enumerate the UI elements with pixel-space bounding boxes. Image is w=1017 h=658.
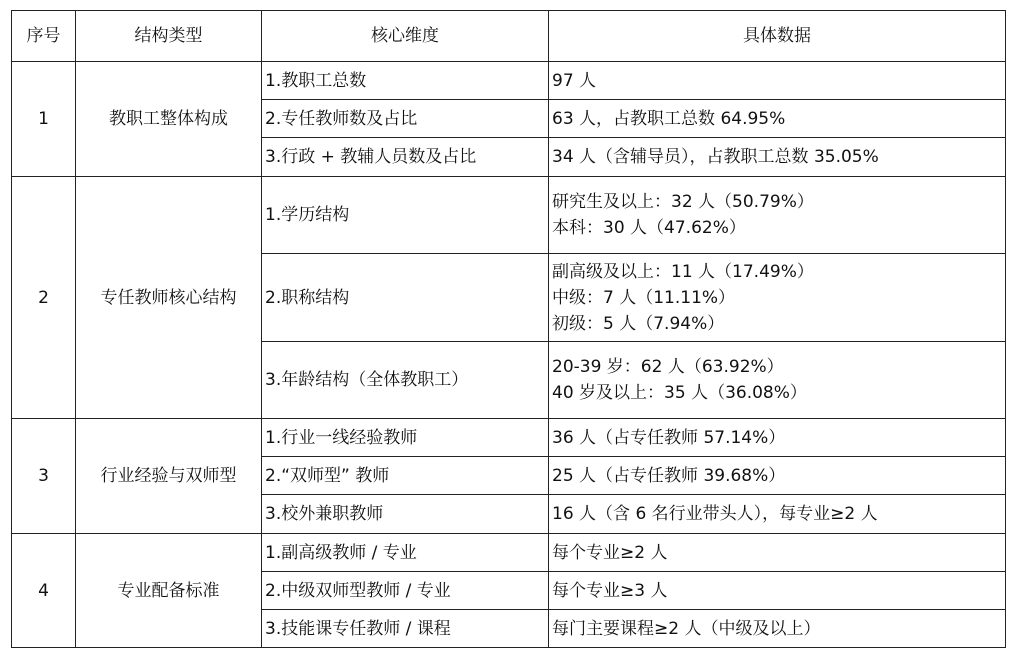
data-line: 初级：5 人（7.94%） <box>552 313 725 334</box>
header-specific-data: 具体数据 <box>549 11 1006 62</box>
data-cell <box>549 610 1006 648</box>
data-line: 每门主要课程≥2 人（中级及以上） <box>552 618 821 639</box>
dimension-cell: 3.行政 + 教辅人员数及占比 <box>262 138 549 177</box>
group-index-cell: 3 <box>12 419 76 534</box>
staff-structure-table <box>11 10 1006 648</box>
dimension-cell: 1.学历结构 <box>262 177 549 254</box>
group-index-cell: 4 <box>12 534 76 648</box>
data-cell <box>549 572 1006 610</box>
data-line: 25 人（占专任教师 39.68%） <box>552 465 786 486</box>
data-line: 副高级及以上：11 人（17.49%） <box>552 261 814 282</box>
data-line: 16 人（含 6 名行业带头人），每专业≥2 人 <box>552 504 878 524</box>
group-type-cell: 专业配备标准 <box>76 534 262 648</box>
data-line: 每个专业≥3 人 <box>552 580 668 601</box>
dimension-cell: 2.职称结构 <box>262 254 549 342</box>
header-structure-type: 结构类型 <box>76 11 262 62</box>
data-cell <box>549 254 1006 342</box>
data-line: 研究生及以上：32 人（50.79%） <box>552 192 814 212</box>
table-row <box>12 534 1006 572</box>
data-line: 34 人（含辅导员），占教职工总数 35.05% <box>552 147 879 167</box>
data-cell <box>549 62 1006 100</box>
table-container <box>11 10 1006 648</box>
data-line: 63 人，占教职工总数 64.95% <box>552 108 786 129</box>
dimension-cell: 1.教职工总数 <box>262 62 549 100</box>
data-line: 36 人（占专任教师 57.14%） <box>552 427 786 448</box>
dimension-cell: 2.“双师型” 教师 <box>262 457 549 495</box>
dimension-cell: 2.专任教师数及占比 <box>262 100 549 138</box>
dimension-cell: 1.行业一线经验教师 <box>262 419 549 457</box>
data-cell <box>549 534 1006 572</box>
table-row <box>12 419 1006 457</box>
group-type-cell: 教职工整体构成 <box>76 62 262 177</box>
dimension-cell: 3.校外兼职教师 <box>262 495 549 534</box>
group-index-cell: 2 <box>12 177 76 419</box>
group-type-cell: 专任教师核心结构 <box>76 177 262 419</box>
table-row <box>12 177 1006 254</box>
header-index: 序号 <box>12 11 76 62</box>
data-cell <box>549 100 1006 138</box>
group-index-cell: 1 <box>12 62 76 177</box>
dimension-cell: 2.中级双师型教师 / 专业 <box>262 572 549 610</box>
data-cell <box>549 177 1006 254</box>
data-line: 每个专业≥2 人 <box>552 542 668 563</box>
header-row <box>12 11 1006 62</box>
data-line: 本科：30 人（47.62%） <box>552 218 746 238</box>
data-cell <box>549 495 1006 534</box>
data-cell <box>549 342 1006 419</box>
table-row <box>12 62 1006 100</box>
header-core-dimension: 核心维度 <box>262 11 549 62</box>
data-line: 97 人 <box>552 70 597 91</box>
data-line: 中级：7 人（11.11%） <box>552 287 736 308</box>
data-cell <box>549 419 1006 457</box>
data-cell <box>549 457 1006 495</box>
data-cell <box>549 138 1006 177</box>
data-line: 40 岁及以上：35 人（36.08%） <box>552 383 807 403</box>
data-line: 20-39 岁：62 人（63.92%） <box>552 357 784 377</box>
dimension-cell: 3.技能课专任教师 / 课程 <box>262 610 549 648</box>
group-type-cell: 行业经验与双师型 <box>76 419 262 534</box>
dimension-cell: 3.年龄结构（全体教职工） <box>262 342 549 419</box>
dimension-cell: 1.副高级教师 / 专业 <box>262 534 549 572</box>
